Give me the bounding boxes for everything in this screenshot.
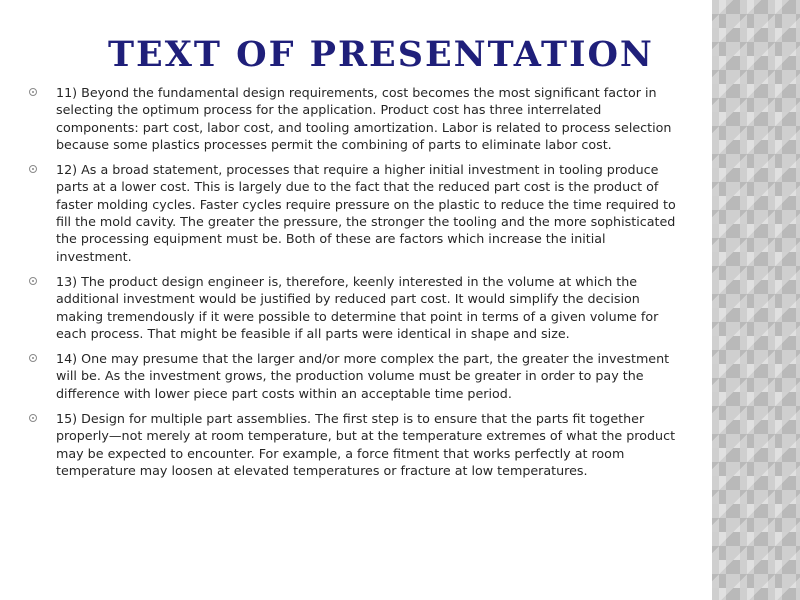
circle-bullet-icon — [29, 354, 37, 362]
item-text: 13) The product design engineer is, therefore, keenly interested in the volume at which the additional investment would be justified by reduced part cost. It would simplify the decision making tremendously if it were possible to determine that point in terms of a given volume for each process. That might be feasible if all parts were identical in shape and size. — [56, 273, 659, 341]
circle-bullet-icon — [29, 88, 37, 96]
list-item — [26, 350, 676, 402]
circle-bullet-icon — [29, 414, 37, 422]
decorative-pattern-strip — [712, 0, 800, 600]
bullet-list — [26, 84, 676, 487]
list-item — [26, 161, 676, 265]
circle-bullet-icon — [29, 165, 37, 173]
item-text: 15) Design for multiple part assemblies. The first step is to ensure that the parts fit together properly—not merely at room temperature, but at the temperature extremes of what the product may be expected to encounter. For example, a force fitment that works perfectly at room temperature may loosen at elevated temperatures or fracture at low temperatures. — [56, 411, 676, 478]
list-item — [26, 273, 676, 342]
list-item — [26, 410, 676, 479]
slide-title: TEXT OF PRESENTATION — [108, 34, 654, 75]
item-text: 12) As a broad statement, processes that require a higher initial investment in tooling produce parts at a lower cost. This is largely due to the fact that the reduced part cost is the product of faster molding cycles. Faster cycles require pressure on the plastic to reduce the time required to fill the mold cavity. The greater the pressure, the stronger the tooling and the more sophisticated the processing equipment must be. Both of these are factors which increase the initial investment. — [56, 162, 676, 264]
list-item — [26, 84, 676, 153]
item-text: 14) One may presume that the larger and/or more complex the part, the greater the investment will be. As the investment grows, the production volume must be greater in order to pay the difference with lower piece part costs within an acceptable time period. — [56, 351, 670, 401]
circle-bullet-icon — [29, 277, 37, 285]
item-text: 11) Beyond the fundamental design requirements, cost becomes the most significant factor in selecting the optimum process for the application. Product cost has three interrelated components: part cost, labor cost, and tooling amortization. Labor is related to process selection because some plastics processes permit the combining of parts to eliminate labor cost. — [56, 85, 672, 152]
